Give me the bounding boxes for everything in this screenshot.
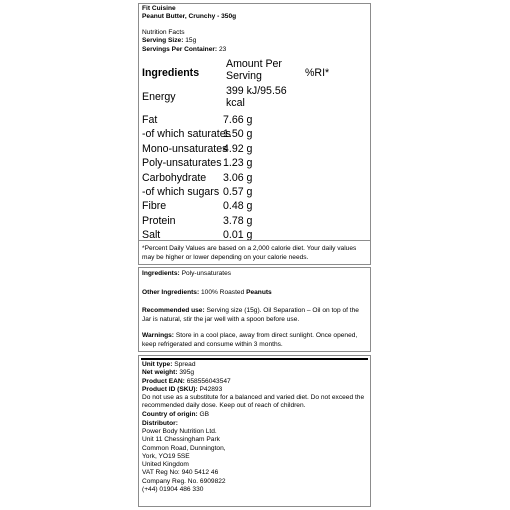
nutrition-panel <box>138 3 371 265</box>
serving-info <box>142 29 368 54</box>
country-of-origin: Country of origin: GB <box>142 411 210 418</box>
distributor-line: Unit 11 Chessingham Park <box>142 436 220 444</box>
ingredients-panel <box>138 267 371 352</box>
nutrient-label: -of which saturates <box>142 128 231 141</box>
energy-value: 399 kJ/95.56 kcal <box>226 85 287 109</box>
distributor-address <box>142 428 368 494</box>
nutrient-label: Salt <box>142 229 161 242</box>
nutrient-label: Fat <box>142 114 158 126</box>
disclaimer: Do not use as a substitute for a balanced and varied diet. Do not exceed the recommended daily dose. Keep out of reach of children. <box>142 394 365 410</box>
distributor-line: United Kingdom <box>142 461 189 469</box>
distributor-label: Distributor: <box>142 419 178 427</box>
brand-name: Fit Cuisine <box>142 5 176 12</box>
distributor-line: Company Reg. No. 6909822 <box>142 477 226 485</box>
nutrient-label: Fibre <box>142 200 167 213</box>
product-name: Peanut Butter, Crunchy - 350g <box>142 13 237 21</box>
details-panel <box>138 355 371 507</box>
nutrient-amount: 4.92 g <box>223 142 253 155</box>
col-ingredients-header: Ingredients <box>142 67 200 79</box>
nutrient-amount: 7.66 g <box>223 114 253 126</box>
distributor-line: (+44) 01904 486 330 <box>142 486 204 494</box>
footnote: *Percent Daily Values are based on a 2,000 calorie diet. Your daily values may be higher or lower depending on your calorie needs. <box>142 245 357 261</box>
net-weight: Net weight: 395g <box>142 369 195 376</box>
nutrient-label: Mono-unsaturates <box>142 142 228 155</box>
footnote-divider <box>139 240 370 241</box>
col-amount-header: Amount Per Serving <box>226 58 282 82</box>
distributor-line: York, YO19 5SE <box>142 452 190 460</box>
warnings: Warnings: Store in a cool place, away from direct sunlight. Once opened, keep refrigerated and consume within 3 months. <box>142 332 358 348</box>
nutrient-amount: 1.50 g <box>223 128 253 141</box>
distributor-line: Common Road, Dunnington, <box>142 444 226 452</box>
nutrient-label: Carbohydrate <box>142 171 207 184</box>
recommended-use: Recommended use: Serving size (15g). Oil Separation – Oil on top of the Jar is natural, stir the jar well with a spoon before use. <box>142 307 359 323</box>
distributor-line: VAT Reg No: 940 5412 46 <box>142 469 219 477</box>
col-ri-header: %RI* <box>305 67 330 79</box>
serving-size: Serving Size: 15g <box>142 37 197 45</box>
label-header <box>142 5 368 22</box>
distributor-line: Power Body Nutrition Ltd. <box>142 428 217 435</box>
nutrient-label: -of which sugars <box>142 186 220 198</box>
nutrient-amount: 3.78 g <box>223 214 253 227</box>
nutrient-amount: 1.23 g <box>223 157 253 170</box>
nutrient-label: Protein <box>142 214 176 227</box>
nutrient-amount: 0.01 g <box>223 229 253 242</box>
nutrient-label: Poly-unsaturates <box>142 157 222 170</box>
unit-type: Unit type: Spread <box>142 361 196 368</box>
ingredients-line: Ingredients: Poly-unsaturates <box>142 270 232 277</box>
nutrition-facts-title: Nutrition Facts <box>142 29 185 36</box>
nutrient-amount: 0.48 g <box>223 200 253 213</box>
nutrient-amount: 3.06 g <box>223 171 253 184</box>
servings-per-container: Servings Per Container: 23 <box>142 45 227 53</box>
product-sku: Product ID (SKU): P42893 <box>142 386 223 393</box>
energy-label: Energy <box>142 91 176 103</box>
nutrient-amount: 0.57 g <box>223 186 253 198</box>
details-top-bar <box>141 358 368 360</box>
other-ingredients-line: Other Ingredients: 100% Roasted Peanuts <box>142 289 272 296</box>
product-ean: Product EAN: 658556043547 <box>142 377 231 385</box>
